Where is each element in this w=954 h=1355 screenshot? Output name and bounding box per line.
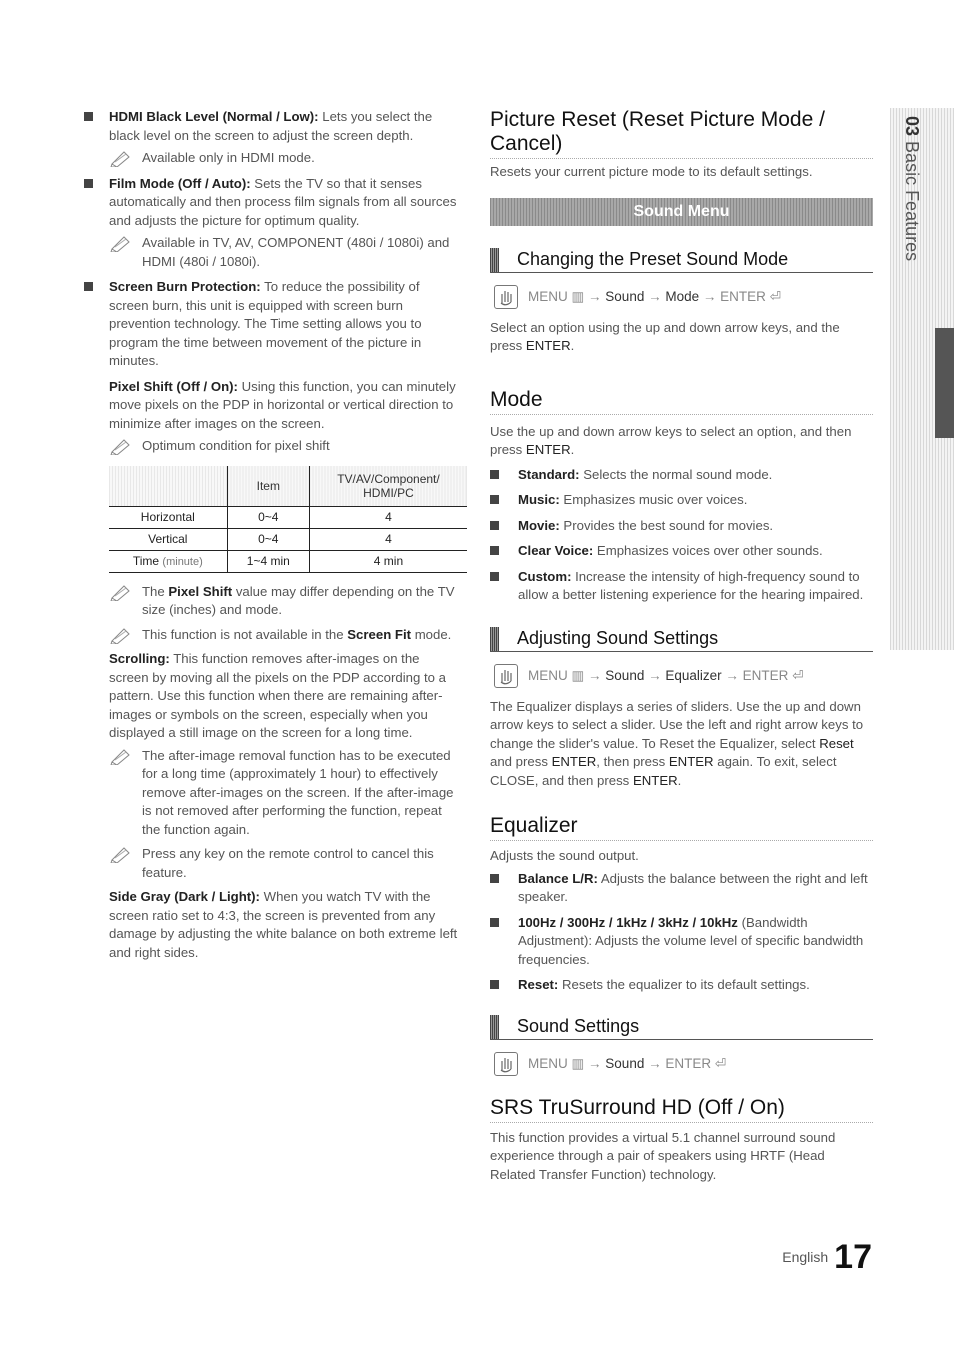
note: Available in TV, AV, COMPONENT (480i / 1080i) and HDMI (480i / 1080i). bbox=[109, 234, 462, 271]
menu-path: MENU ▥ → Sound → Equalizer → ENTER ⏎ bbox=[490, 666, 873, 686]
note: This function is not available in the Screen Fit mode. bbox=[109, 626, 462, 645]
note: Optimum condition for pixel shift bbox=[109, 437, 462, 456]
bullet-icon bbox=[84, 179, 93, 188]
mode-item: Clear Voice: Emphasizes voices over other sounds. bbox=[490, 542, 873, 561]
language-label: English bbox=[782, 1249, 829, 1265]
hand-icon bbox=[494, 1052, 518, 1076]
bullet-icon bbox=[84, 282, 93, 291]
chapter-side-tab bbox=[890, 108, 954, 650]
section-bar-icon bbox=[490, 627, 499, 651]
pixel-shift: Pixel Shift (Off / On): Using this function, you can minutely move pixels on the PDP in horizontal or vertical direction to minimize after images on the screen. Optimum condition for pixel shift bbox=[84, 378, 462, 456]
enter-icon: ⏎ bbox=[792, 667, 804, 683]
equalizer-desc: Adjusts the sound output. bbox=[490, 848, 639, 863]
note: The Pixel Shift value may differ depending on the TV size (inches) and mode. bbox=[109, 583, 462, 620]
sound-menu-banner: Sound Menu bbox=[490, 198, 873, 226]
menu-path: MENU ▥ → Sound → ENTER ⏎ bbox=[490, 1054, 873, 1074]
equalizer-title: Equalizer bbox=[490, 814, 873, 841]
note-pencil-icon bbox=[109, 149, 135, 167]
table-row: Horizontal 0~4 4 bbox=[109, 506, 467, 528]
hand-icon bbox=[494, 285, 518, 309]
srs-title: SRS TruSurround HD (Off / On) bbox=[490, 1096, 873, 1123]
section-bar-icon bbox=[490, 248, 499, 272]
note: The after-image removal function has to be executed for a long time (approximately 1 hour) to effectively remove after-images on the screen. If the after-image is not removed after performing the function, repeat the function again. bbox=[109, 747, 462, 840]
screen-burn-protection: Screen Burn Protection: To reduce the possibility of screen burn, this unit is equipped with screen burn prevention technology. The Time setting allows you to program the time between movement of the picture in minutes. bbox=[84, 278, 462, 371]
table-header bbox=[109, 466, 227, 507]
equalizer-item: Balance L/R: Adjusts the balance between the right and left speaker. bbox=[490, 870, 873, 907]
table-header: TV/AV/Component/ HDMI/PC bbox=[309, 466, 467, 507]
pixel-shift-notes bbox=[84, 583, 462, 645]
mode-item: Custom: Increase the intensity of high-frequency sound to allow a better listening experience for the hearing impaired. bbox=[490, 568, 873, 605]
left-column bbox=[84, 108, 462, 968]
chapter-label: 03 Basic Features bbox=[902, 116, 922, 262]
picture-reset-desc: Resets your current picture mode to its default settings. bbox=[490, 164, 813, 179]
mode-desc: Use the up and down arrow keys to select an option, and then press ENTER. bbox=[490, 423, 852, 457]
right-column bbox=[490, 108, 873, 1184]
menu-icon: ▥ bbox=[571, 1055, 585, 1071]
note-pencil-icon bbox=[109, 747, 135, 765]
hand-icon bbox=[494, 664, 518, 688]
menu-icon: ▥ bbox=[571, 288, 585, 304]
mode-item: Standard: Selects the normal sound mode. bbox=[490, 466, 873, 485]
note: Available only in HDMI mode. bbox=[109, 149, 462, 168]
preset-desc: Select an option using the up and down arrow keys, and the press ENTER. bbox=[490, 319, 840, 353]
side-gray: Side Gray (Dark / Light): When you watch TV with the screen ratio set to 4:3, the screen is prevented from any damage by adjusting the white balance on both extreme left and right sides. bbox=[109, 889, 458, 960]
note-pencil-icon bbox=[109, 234, 135, 252]
srs-desc: This function provides a virtual 5.1 channel surround sound experience through a pair of speakers using HRTF (Head Related Transfer Function) technology. bbox=[490, 1129, 836, 1182]
section-sound-settings: Sound Settings bbox=[490, 1015, 873, 1040]
note-pencil-icon bbox=[109, 583, 135, 601]
section-changing-preset: Changing the Preset Sound Mode bbox=[490, 248, 873, 273]
mode-item: Music: Emphasizes music over voices. bbox=[490, 491, 873, 510]
page-footer bbox=[782, 1238, 872, 1277]
table-header: Item bbox=[227, 466, 309, 507]
note-pencil-icon bbox=[109, 626, 135, 644]
mode-title: Mode bbox=[490, 388, 873, 415]
mode-item: Movie: Provides the best sound for movies. bbox=[490, 517, 873, 536]
menu-icon: ▥ bbox=[571, 667, 585, 683]
scrolling: Scrolling: This function removes after-images on the screen by moving all the pixels on the PDP according to a pattern. Use this function when there are remaining after-images or symbols on the screen, especially when you displayed a still image on the screen for a long time. The after-image removal function has to be executed for a long time (approximately 1 hour) to effectively remove after-images on the screen. If the after-image is not removed after performing the function, repeat the function again. Press any key on the remote control to cancel this feature. bbox=[84, 650, 462, 882]
pixel-shift-table bbox=[109, 466, 467, 573]
equalizer-item: Reset: Resets the equalizer to its default settings. bbox=[490, 976, 873, 995]
chapter-marker bbox=[935, 328, 954, 438]
enter-icon: ⏎ bbox=[714, 1055, 727, 1071]
enter-icon: ⏎ bbox=[769, 288, 781, 304]
picture-reset-title: Picture Reset (Reset Picture Mode / Cancel) bbox=[490, 108, 873, 159]
section-adjusting-sound: Adjusting Sound Settings bbox=[490, 627, 873, 652]
equalizer-item: 100Hz / 300Hz / 1kHz / 3kHz / 10kHz (Bandwidth Adjustment): Adjusts the volume level of specific bandwidth frequencies. bbox=[490, 914, 873, 970]
note-pencil-icon bbox=[109, 437, 135, 455]
table-row: Time (minute) 1~4 min 4 min bbox=[109, 550, 467, 572]
page-number: 17 bbox=[834, 1238, 872, 1276]
note-pencil-icon bbox=[109, 845, 135, 863]
film-mode: Film Mode (Off / Auto): Sets the TV so that it senses automatically and then process film signals from all sources and adjusts the picture for optimum quality. Available in TV, AV, COMPONENT (480i / 1080i) and HDMI (480i / 1080i). bbox=[84, 175, 462, 272]
menu-path: MENU ▥ → Sound → Mode → ENTER ⏎ bbox=[490, 287, 873, 307]
note: Press any key on the remote control to cancel this feature. bbox=[109, 845, 462, 882]
adjusting-desc: The Equalizer displays a series of sliders. Use the up and down arrow keys to select a slider. Use the left and right arrow keys to change the slider's value. To Reset the Equalizer, select Reset and press ENTER, then press ENTER again. To exit, select CLOSE, and then press ENTER. bbox=[490, 698, 864, 788]
bullet-icon bbox=[84, 112, 93, 121]
table-row: Vertical 0~4 4 bbox=[109, 528, 467, 550]
section-bar-icon bbox=[490, 1015, 499, 1039]
hdmi-black-level: HDMI Black Level (Normal / Low): Lets you select the black level on the screen to adjust the screen depth. Available only in HDMI mode. bbox=[84, 108, 462, 168]
